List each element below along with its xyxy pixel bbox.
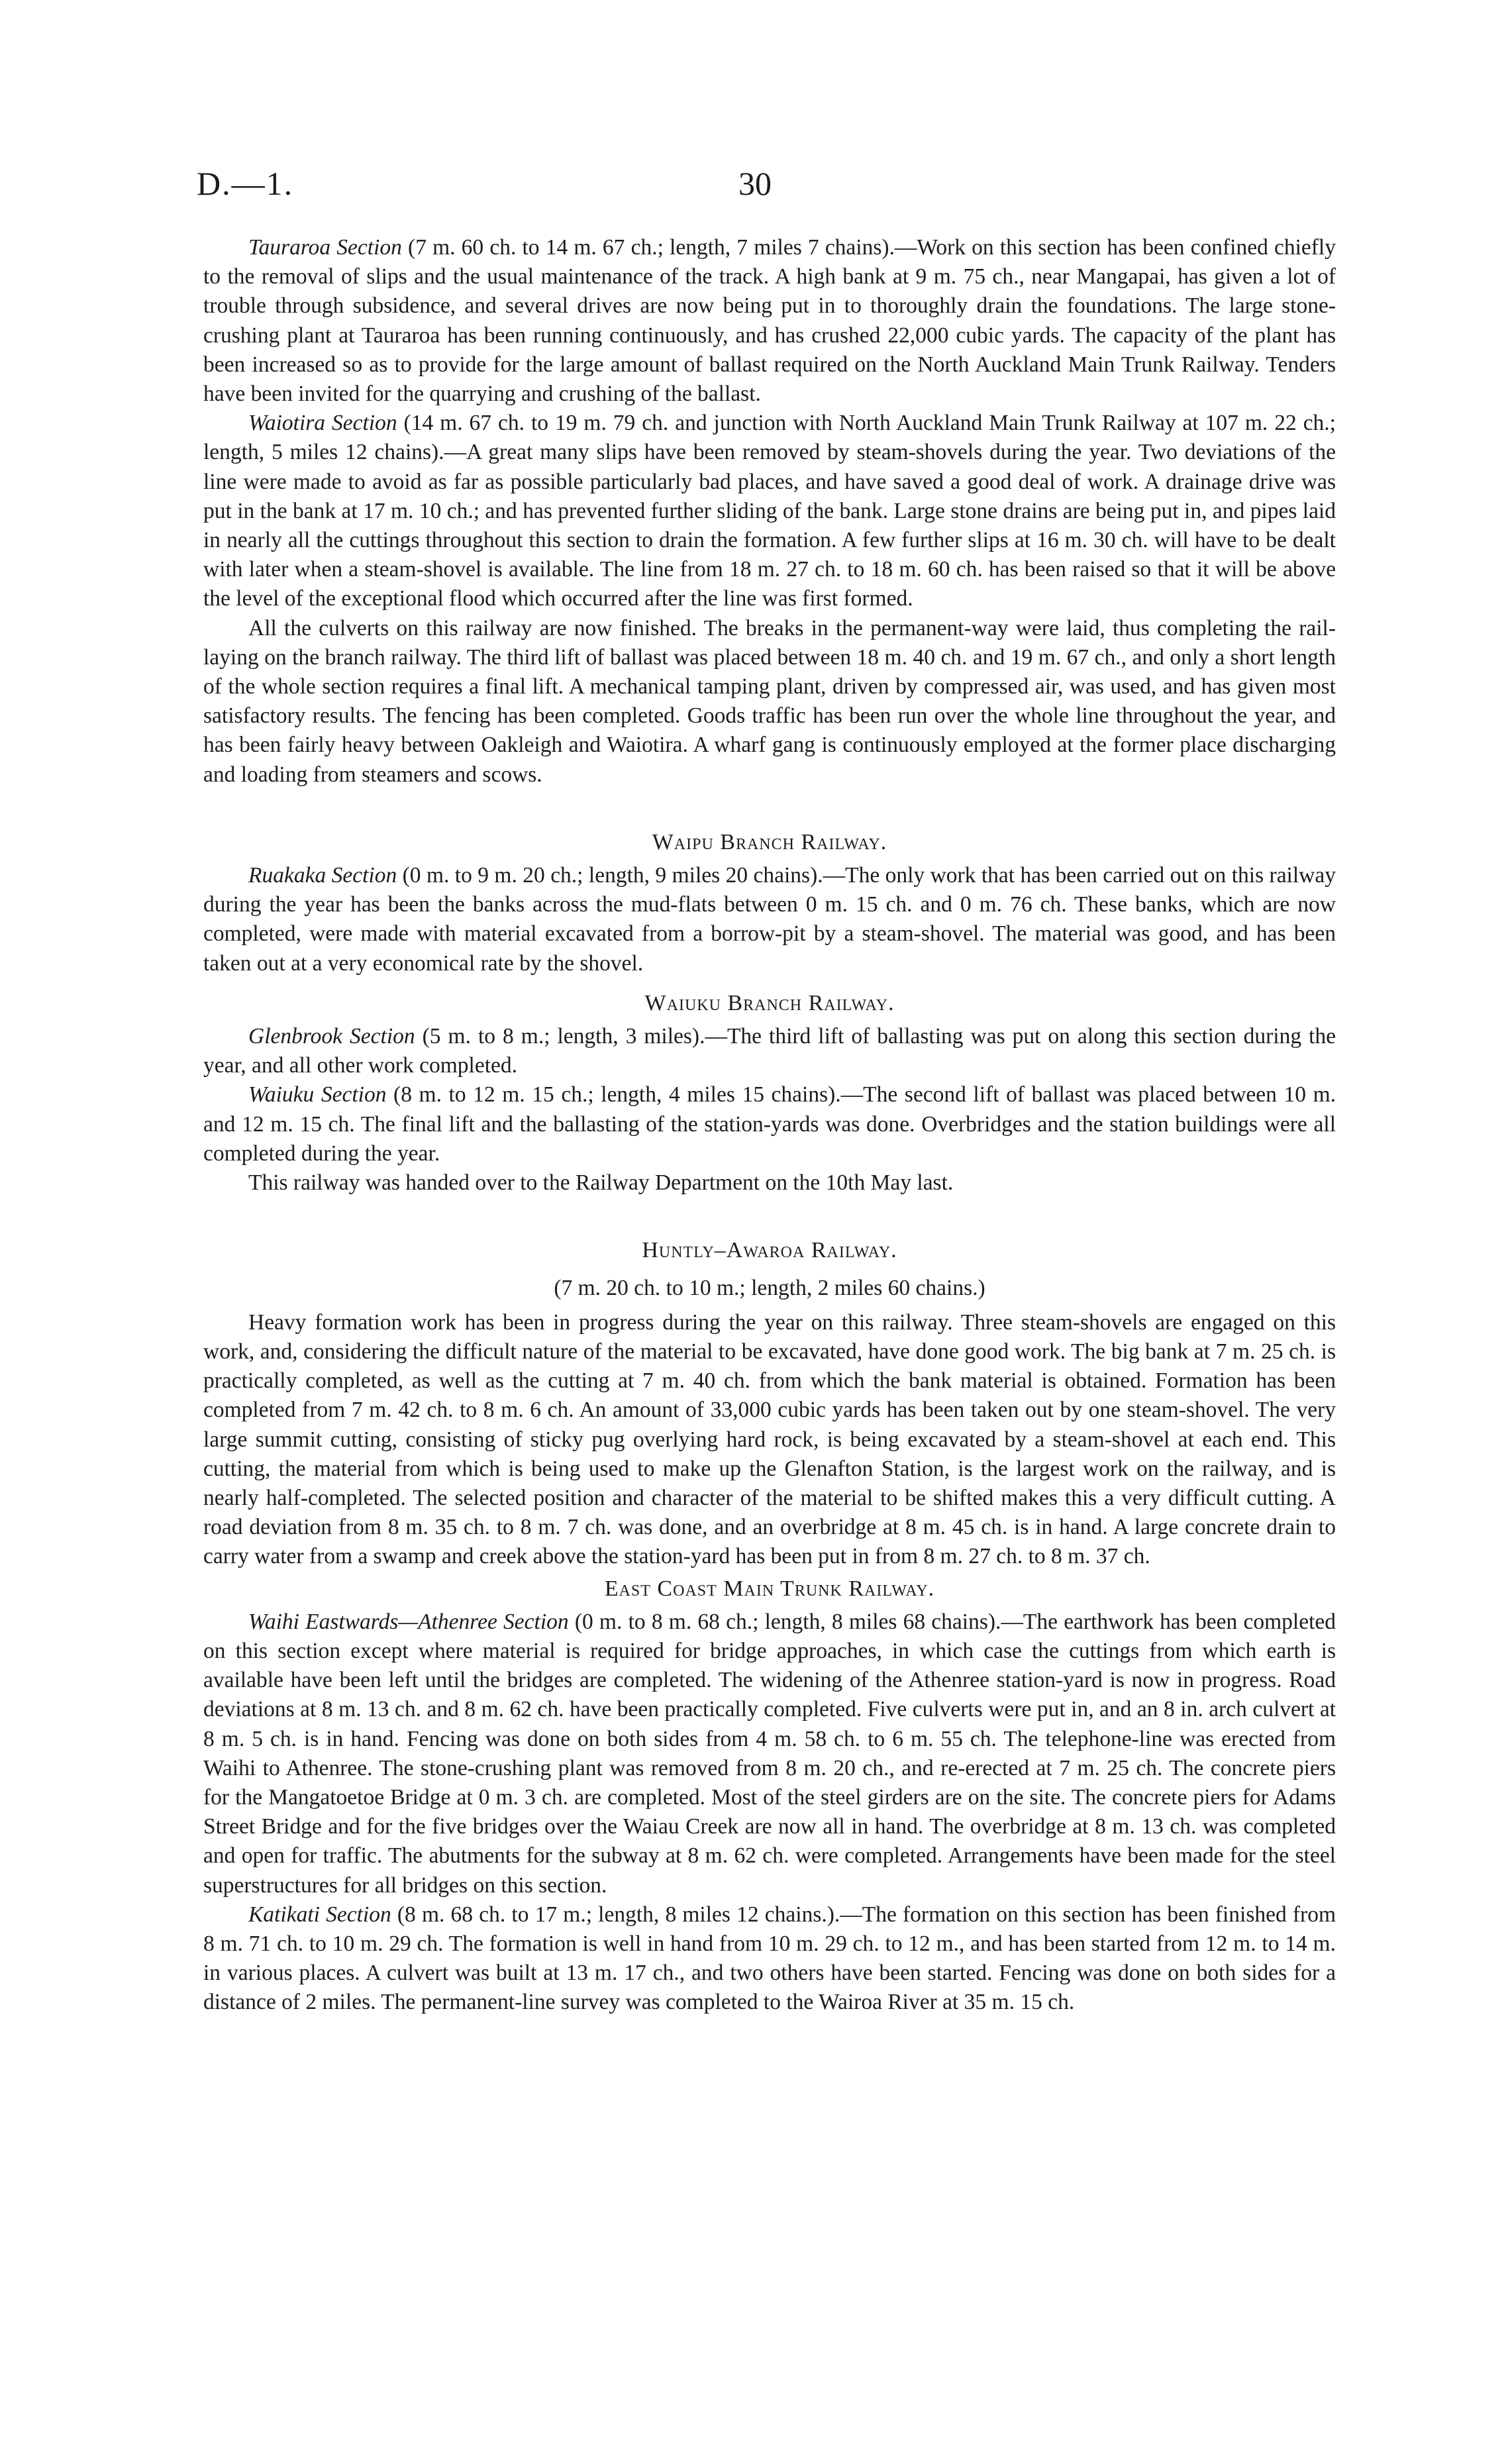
paragraph-text: This railway was handed over to the Railway Department on the 10th May last.: [248, 1170, 954, 1196]
document-reference: D.—1.: [197, 165, 294, 202]
paragraph: [203, 409, 1336, 613]
section-title: Waiotira Section: [248, 411, 397, 436]
section-heading: East Coast Main Trunk Railway.: [604, 1576, 935, 1601]
paragraph-text: (5 m. to 8 m.; length, 3 miles).—The third lift of ballasting was put on along this section during the year, and all other work completed.: [203, 1024, 1336, 1078]
paragraph-text: Heavy formation work has been in progress during the year on this railway. Three steam-shovels are engaged on this work, and, considering the difficult nature of the material to be excavated, have done good work. The big bank at 7 m. 25 ch. is practically completed, as well as the cutting at 7 m. 40 ch. from which the bank material is obtained. Formation has been completed from 7 m. 42 ch. to 8 m. 6 ch. An amount of 33,000 cubic yards has been taken out by one steam-shovel. The very large summit cutting, consisting of sticky pug overlying hard rock, is being excavated by a steam-shovel at each end. This cutting, the material from which is being used to make up the Glenafton Station, is the largest work on the railway, and is nearly half-completed. The selected position and character of the material to be shifted makes this a very difficult cutting. A road deviation from 8 m. 35 ch. to 8 m. 7 ch. was done, and an overbridge at 8 m. 45 ch. is in hand. A large concrete drain to carry water from a swamp and creek above the station-yard has been put in from 8 m. 27 ch. to 8 m. 37 ch.: [203, 1309, 1336, 1569]
paragraph: [203, 1608, 1336, 1900]
section-title: Glenbrook Section: [248, 1024, 415, 1049]
paragraph: [203, 1022, 1336, 1080]
section-title: Waiuku Section: [248, 1082, 387, 1107]
paragraph: [203, 1080, 1336, 1168]
paragraph-text: (8 m. 68 ch. to 17 m.; length, 8 miles 12 chains.).—The formation on this section has been finished from 8 m. 71 ch. to 10 m. 29 ch. The formation is well in hand from 10 m. 29 ch. to 12 m., and has been started from 12 m. to 14 m. in various places. A culvert was built at 13 m. 17 ch., and two others have been started. Fencing was done on both sides for a distance of 2 miles. The permanent-line survey was completed to the Wairoa River at 35 m. 15 ch.: [203, 1902, 1336, 2015]
section-title: Waihi Eastwards—Athenree Section: [248, 1609, 569, 1634]
section-heading: Waipu Branch Railway.: [652, 829, 887, 854]
paragraph: [203, 1900, 1336, 2018]
paragraph-text: (8 m. to 12 m. 15 ch.; length, 4 miles 15 chains).—The second lift of ballast was placed between 10 m. and 12 m. 15 ch. The final lift and the ballasting of the station-yards was done. Overbridges and the station buildings were all completed during the year.: [203, 1082, 1336, 1166]
section-title: Ruakaka Section: [248, 863, 397, 888]
paragraph-text: (14 m. 67 ch. to 19 m. 79 ch. and junction with North Auckland Main Trunk Railway at 107 m. 22 ch.; length, 5 miles 12 chains).—A great many slips have been removed by steam-shovels during the year. Two deviations of the line were made to avoid as far as possible particularly bad places, and have saved a good deal of work. A drainage drive was put in the bank at 17 m. 10 ch.; and has prevented further sliding of the bank. Large stone drains are being put in, and pipes laid in nearly all the cuttings throughout this section to drain the formation. A few further slips at 16 m. 30 ch. will have to be dealt with later when a steam-shovel is available. The line from 18 m. 27 ch. to 18 m. 60 ch. has been raised so that it will be above the level of the exceptional flood which occurred after the line was first formed.: [203, 411, 1336, 611]
page-header: [0, 164, 1510, 211]
paragraph: [203, 1308, 1336, 1572]
section-heading: Huntly–Awaroa Railway.: [642, 1238, 897, 1263]
paragraph-text: (0 m. to 9 m. 20 ch.; length, 9 miles 20 chains).—The only work that has been carried out on this railway during the year has been the banks across the mud-flats between 0 m. 15 ch. and 0 m. 76 ch. These banks, which are now completed, were made with material excavated from a borrow-pit by a steam-shovel. The material was good, and has been taken out at a very economical rate by the shovel.: [203, 863, 1336, 976]
section-title: Katikati Section: [248, 1902, 391, 1927]
paragraph: [203, 614, 1336, 790]
body-text: [203, 233, 1336, 2018]
paragraph-text: All the culverts on this railway are now finished. The breaks in the permanent-way were laid, thus completing the rail-laying on the branch railway. The third lift of ballast was placed between 18 m. 40 ch. and 19 m. 67 ch., and only a short length of the whole section requires a final lift. A mechanical tamping plant, driven by compressed air, was used, and has given most satisfactory results. The fencing has been completed. Goods traffic has been run over the whole line throughout the year, and has been fairly heavy between Oakleigh and Waiotira. A wharf gang is continuously employed at the former place discharging and loading from steamers and scows.: [203, 615, 1336, 787]
paragraph: [203, 1168, 1336, 1198]
section-subheading: (7 m. 20 ch. to 10 m.; length, 2 miles 60 chains.): [554, 1275, 985, 1300]
paragraph-text: (7 m. 60 ch. to 14 m. 67 ch.; length, 7 miles 7 chains).—Work on this section has been confined chiefly to the removal of slips and the usual maintenance of the track. A high bank at 9 m. 75 ch., near Mangapai, has given a lot of trouble through subsidence, and several drives are now being put in to thoroughly drain the foundations. The large stone-crushing plant at Tauraroa has been running continuously, and has crushed 22,000 cubic yards. The capacity of the plant has been increased so as to provide for the large amount of ballast required on the North Auckland Main Trunk Railway. Tenders have been invited for the quarrying and crushing of the ballast.: [203, 235, 1336, 407]
section-heading: Waiuku Branch Railway.: [644, 990, 895, 1015]
paragraph: [203, 233, 1336, 409]
section-title: Tauraroa Section: [248, 235, 402, 260]
page-number: 30: [738, 165, 772, 202]
paragraph: [203, 861, 1336, 978]
paragraph-text: (0 m. to 8 m. 68 ch.; length, 8 miles 68 chains).—The earthwork has been completed on this section except where material is required for bridge approaches, in which case the cuttings from which earth is available have been left until the bridges are completed. The widening of the Athenree station-yard is now in progress. Road deviations at 8 m. 13 ch. and 8 m. 62 ch. have been practically completed. Five culverts were put in, and an 8 in. arch culvert at 8 m. 5 ch. is in hand. Fencing was done on both sides from 4 m. 58 ch. to 6 m. 55 ch. The telephone-line was erected from Waihi to Athenree. The stone-crushing plant was removed from 8 m. 20 ch., and re-erected at 7 m. 25 ch. The concrete piers for the Mangatoetoe Bridge at 0 m. 3 ch. are completed. Most of the steel girders are on the site. The concrete piers for Adams Street Bridge and for the five bridges over the Waiau Creek are now all in hand. The overbridge at 8 m. 13 ch. was completed and open for traffic. The abutments for the subway at 8 m. 62 ch. were completed. Arrangements have been made for the steel superstructures for all bridges on this section.: [203, 1609, 1336, 1898]
